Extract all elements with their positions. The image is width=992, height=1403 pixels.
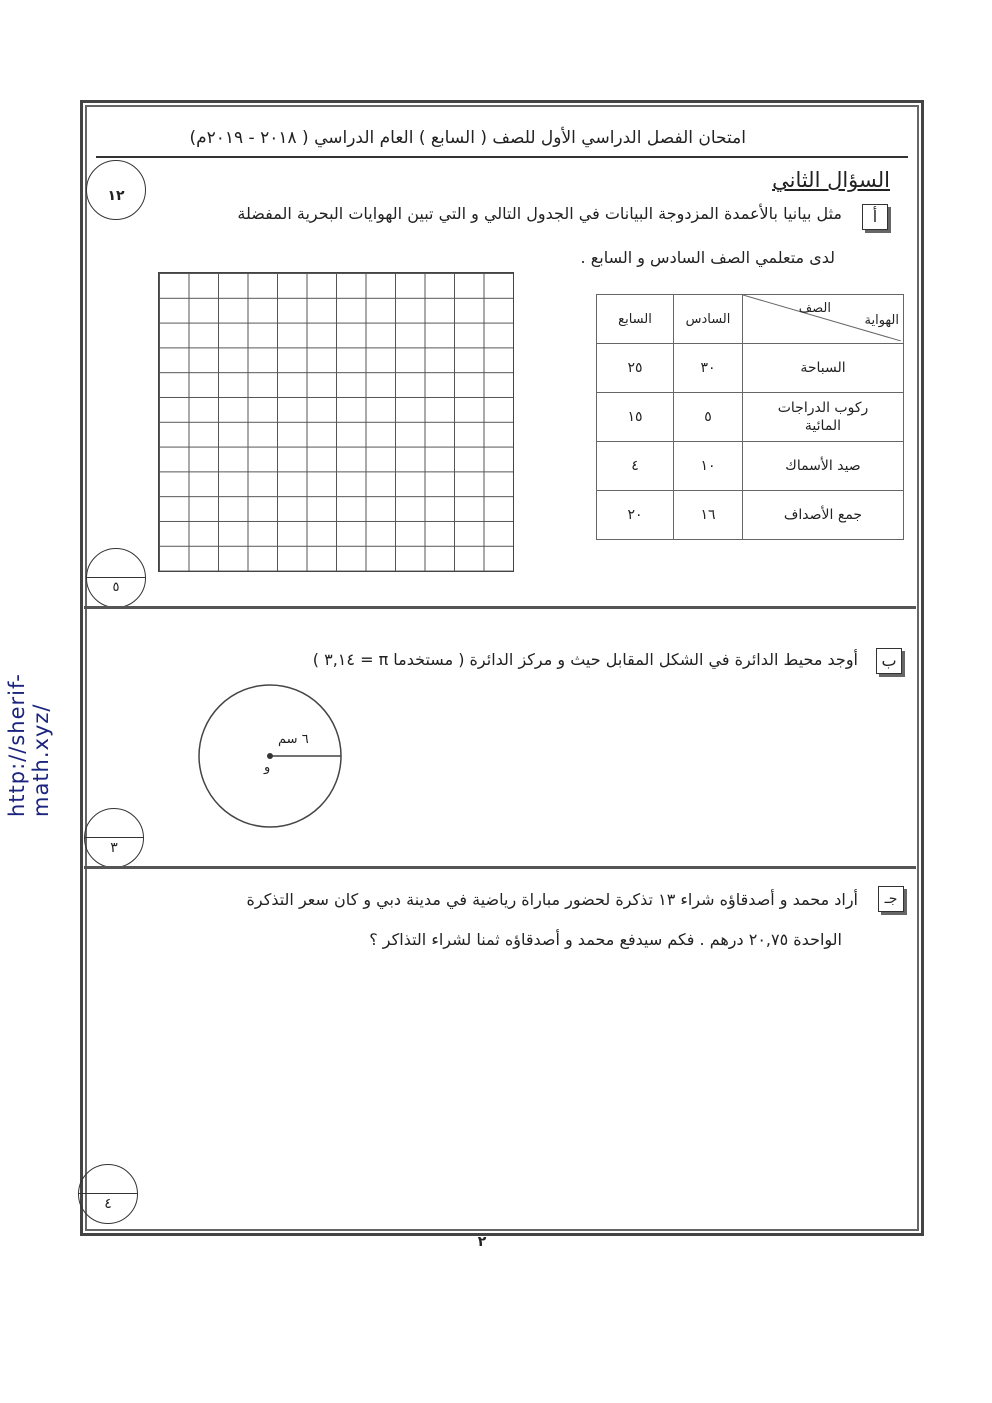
table-corner-cell	[743, 295, 904, 344]
section-divider	[84, 606, 916, 609]
part-b-text: أوجد محيط الدائرة في الشكل المقابل حيث و مركز الدائرة ( مستخدما π = ٣,١٤ )	[312, 650, 858, 669]
part-c-letter: جـ	[878, 886, 904, 912]
table-row	[597, 393, 904, 442]
circle-figure	[196, 682, 346, 832]
table-cell-seventh: ١٥	[597, 393, 674, 442]
part-b-score-circle	[84, 808, 144, 868]
table-cell-hobby: ركوب الدراجات المائية	[743, 393, 904, 442]
radius-label: ٦ سم	[278, 732, 309, 747]
part-c-score-circle	[78, 1164, 138, 1224]
table-cell-hobby: السباحة	[743, 344, 904, 393]
section-divider	[84, 866, 916, 869]
table-cell-sixth: ٣٠	[674, 344, 743, 393]
part-a-score-value: ٥	[112, 580, 120, 595]
part-a-text-line2: لدى متعلمي الصف السادس و السابع .	[580, 248, 835, 267]
table-col-sixth: السادس	[674, 295, 743, 344]
table-cell-sixth: ٥	[674, 393, 743, 442]
part-b-letter: ب	[876, 648, 902, 674]
side-url-watermark: http://sherif-math.xyz/	[5, 673, 53, 817]
part-a-score-circle	[86, 548, 146, 608]
question-title: السؤال الثاني	[772, 168, 890, 192]
table-cell-sixth: ١٠	[674, 442, 743, 491]
table-col-seventh: السابع	[597, 295, 674, 344]
table-row	[597, 442, 904, 491]
page-number: ٢	[477, 1234, 487, 1250]
score-divider	[85, 837, 143, 838]
hobbies-table	[596, 294, 904, 540]
score-divider	[79, 1193, 137, 1194]
table-cell-hobby: صيد الأسماك	[743, 442, 904, 491]
table-cell-hobby: جمع الأصداف	[743, 491, 904, 540]
exam-header-title: امتحان الفصل الدراسي الأول للصف ( السابع ) العام الدراسي ( ٢٠١٨ - ٢٠١٩م)	[189, 128, 746, 148]
table-row	[597, 491, 904, 540]
table-header-row	[597, 295, 904, 344]
graph-grid	[158, 272, 514, 572]
table-cell-sixth: ١٦	[674, 491, 743, 540]
part-c-score-value: ٤	[104, 1196, 112, 1212]
total-score-value: ١٢	[107, 188, 125, 204]
table-cell-seventh: ٤	[597, 442, 674, 491]
part-a-text-line1: مثل بيانيا بالأعمدة المزدوجة البيانات في الجدول التالي و التي تبين الهوايات البحرية المفضلة	[237, 204, 842, 223]
part-c-text-line2: الواحدة ٢٠,٧٥ درهم . فكم سيدفع محمد و أصدقاؤه ثمنا لشراء التذاكر ؟	[369, 930, 842, 949]
corner-bottom-label: الهواية	[864, 313, 899, 328]
part-b-score-value: ٣	[110, 840, 118, 856]
score-divider	[87, 577, 145, 578]
header-divider	[96, 156, 908, 158]
table-cell-seventh: ٢٠	[597, 491, 674, 540]
table-cell-seventh: ٢٥	[597, 344, 674, 393]
part-c-text-line1: أراد محمد و أصدقاؤه شراء ١٣ تذكرة لحضور مباراة رياضية في مدينة دبي و كان سعر التذكرة	[246, 890, 858, 909]
table-row	[597, 344, 904, 393]
corner-top-label: الصف	[798, 301, 831, 316]
center-label: و	[264, 760, 271, 775]
part-a-letter: أ	[862, 204, 888, 230]
